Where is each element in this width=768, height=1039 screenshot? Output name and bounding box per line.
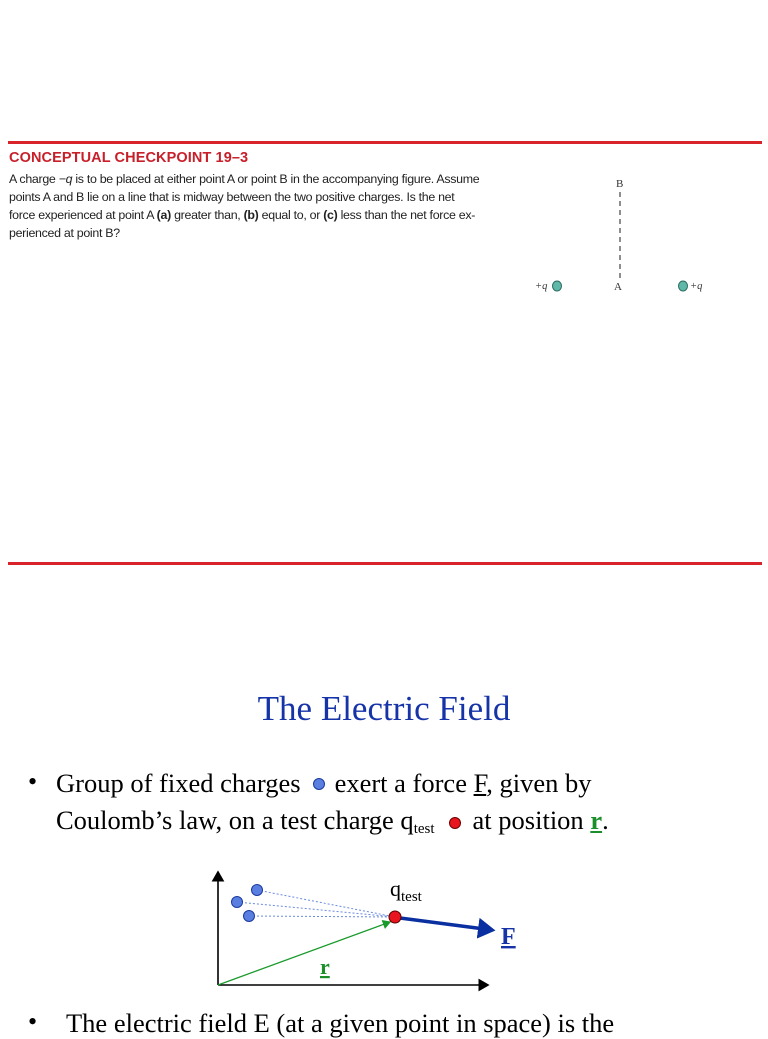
test-charge-dot-icon	[449, 817, 461, 829]
force-label: F	[501, 924, 516, 950]
checkpoint-question	[9, 170, 524, 242]
electric-field-diagram	[200, 860, 540, 1000]
force-symbol: F	[473, 768, 487, 798]
top-divider-rule	[8, 141, 762, 144]
slide-title: The Electric Field	[257, 689, 511, 728]
point-a-label: A	[614, 281, 622, 293]
bullet-marker: •	[28, 767, 38, 796]
bullet-marker-2: •	[28, 1007, 38, 1036]
field-line-1	[257, 890, 395, 917]
bullet-1-line-2: Coulomb’s law, on a test charge $q_{test}$ at position r.	[56, 805, 609, 837]
field-line-3	[249, 916, 395, 917]
fixed-charge-1	[252, 885, 263, 896]
checkpoint-line-4: perienced at point B?	[9, 226, 120, 240]
force-vector-f	[400, 918, 492, 930]
position-vector-r	[218, 922, 390, 985]
checkpoint-title: CONCEPTUAL CHECKPOINT 19–3	[9, 150, 249, 166]
position-symbol: r	[590, 805, 603, 835]
fixed-charge-3	[244, 911, 255, 922]
left-charge-label: +q	[535, 281, 548, 292]
checkpoint-line-1: A charge −q is to be placed at either point A or point B in the accompanying figure. Assume	[9, 172, 480, 186]
option-c: (c)	[323, 208, 338, 222]
fixed-charge-dot-icon	[313, 778, 325, 790]
bullet-1-line-1: Group of fixed charges exert a force F, given by	[56, 768, 592, 798]
right-positive-charge	[679, 281, 688, 291]
option-b: (b)	[243, 208, 259, 222]
charges-figure	[528, 170, 728, 300]
right-charge-label: +q	[690, 281, 703, 292]
qtest-label: $q_{test}$	[390, 876, 422, 905]
fixed-charge-2	[232, 897, 243, 908]
bullet-2-partial: The electric field E (at a given point in space) is the	[66, 1008, 615, 1038]
checkpoint-line-3: force experienced at point A (a) greater than, (b) equal to, or (c) less than the net force ex-	[9, 208, 476, 222]
checkpoint-line-2: points A and B lie on a line that is midway between the two positive charges. Is the net	[9, 190, 455, 204]
bottom-divider-rule	[8, 562, 762, 565]
position-label: r	[320, 954, 330, 979]
point-b-label: B	[616, 178, 624, 190]
test-charge	[389, 911, 401, 923]
option-a: (a)	[156, 208, 171, 222]
left-positive-charge	[553, 281, 562, 291]
field-line-2	[237, 902, 395, 917]
